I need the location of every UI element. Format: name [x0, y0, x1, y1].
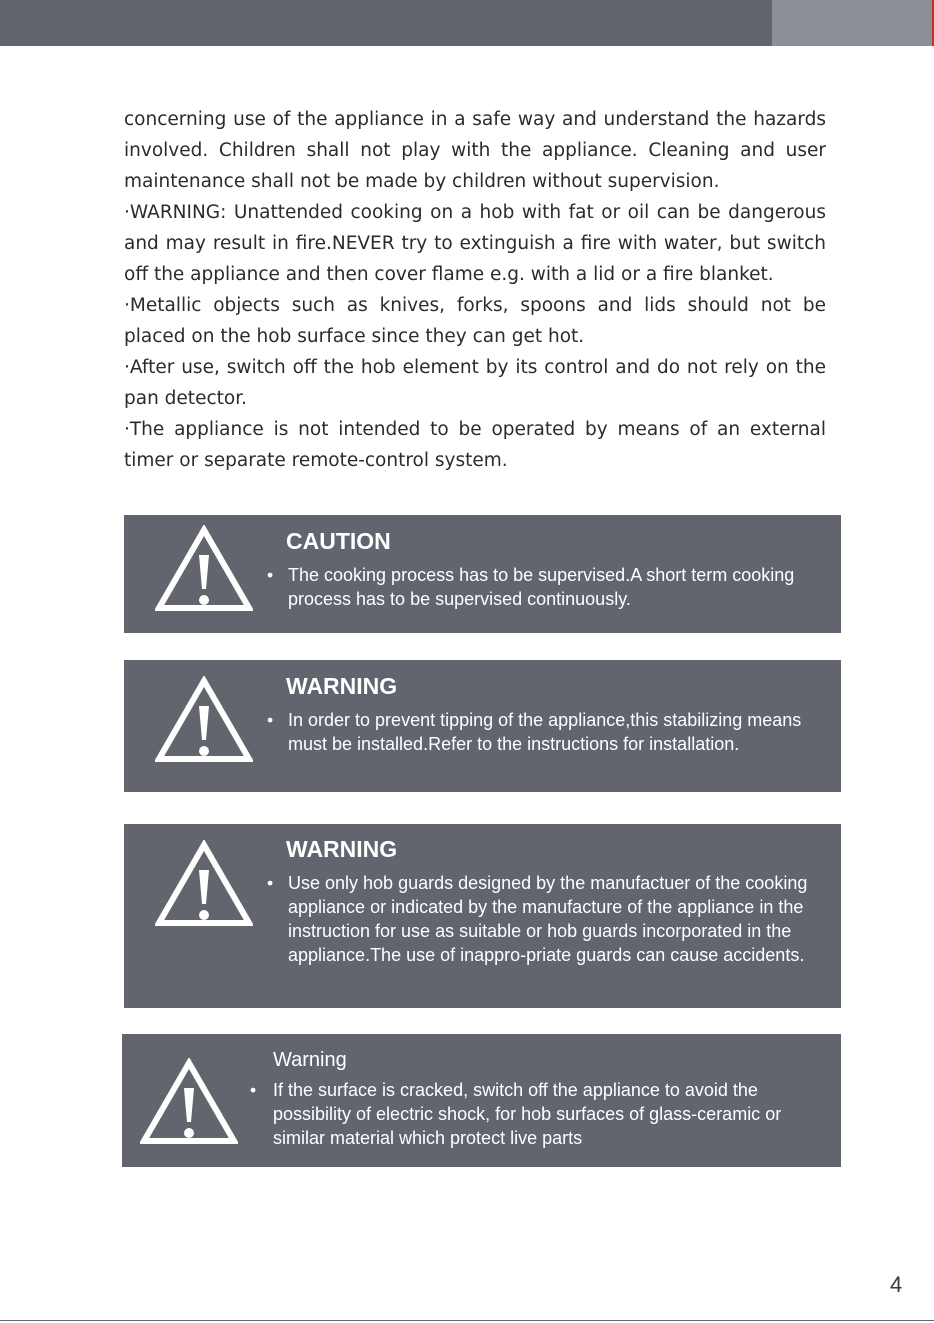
- bottom-rule: [0, 1320, 934, 1321]
- notice-title: Warning: [273, 1049, 347, 1071]
- notice-title: CAUTION: [286, 528, 391, 554]
- notice-bullet: •: [267, 710, 274, 730]
- paragraph-metallic-objects: ·Metallic objects such as knives, forks, spoons and lids should not be placed on the hob surface since they can get hot.: [124, 295, 826, 347]
- paragraph-fat-oil-warning: ·WARNING: Unattended cooking on a hob with fat or oil can be dangerous and may result in fire.NEVER try to extinguish a fire with water, but switch off the appliance and then cover flame e.g. with a lid or a fire blanket.: [124, 202, 826, 285]
- warning-triangle-icon: [155, 840, 253, 928]
- notice-title: WARNING: [286, 836, 398, 862]
- warning-notice-cracked-surface: [122, 1034, 841, 1167]
- notice-bullet: •: [267, 873, 274, 893]
- paragraph-supervision: concerning use of the appliance in a safe way and understand the hazards involved. Children shall not play with the appliance. Cleaning and user maintenance shall not be made by children without supervision.: [124, 109, 826, 192]
- paragraph-switch-off: ·After use, switch off the hob element by its control and do not rely on the pan detector.: [124, 357, 826, 409]
- notice-text: In order to prevent tipping of the appliance,this stabilizing means must be installed.Refer to the instructions for installation.: [288, 710, 802, 754]
- warning-notice-hob-guards: [124, 824, 841, 1008]
- notice-text: The cooking process has to be supervised.A short term cooking process has to be supervised continuously.: [288, 565, 795, 609]
- notice-bullet: •: [267, 565, 274, 585]
- notice-bullet: •: [250, 1080, 257, 1100]
- paragraph-external-timer: ·The appliance is not intended to be operated by means of an external timer or separate remote-control system.: [124, 419, 826, 471]
- safety-instructions-text: [124, 104, 826, 476]
- warning-triangle-icon: [155, 525, 253, 613]
- page-number: 4: [890, 1272, 903, 1297]
- caution-notice: [124, 515, 841, 633]
- warning-triangle-icon: [140, 1058, 238, 1146]
- warning-triangle-icon: [155, 676, 253, 764]
- notice-title: WARNING: [286, 673, 398, 699]
- notice-text: Use only hob guards designed by the manufactuer of the cooking appliance or indicated by the manufacture of the appliance in the instruction for use as suitable or hob guards incorporated in the appliance.The use of inappro-priate guards can cause accidents.: [288, 873, 808, 965]
- notice-text: If the surface is cracked, switch off the appliance to avoid the possibility of electric shock, for hob surfaces of glass-ceramic or similar material which protect live parts: [273, 1080, 782, 1148]
- header-tab: [772, 0, 932, 46]
- warning-notice-stabilizing: [124, 660, 841, 792]
- header-bar: [0, 0, 772, 46]
